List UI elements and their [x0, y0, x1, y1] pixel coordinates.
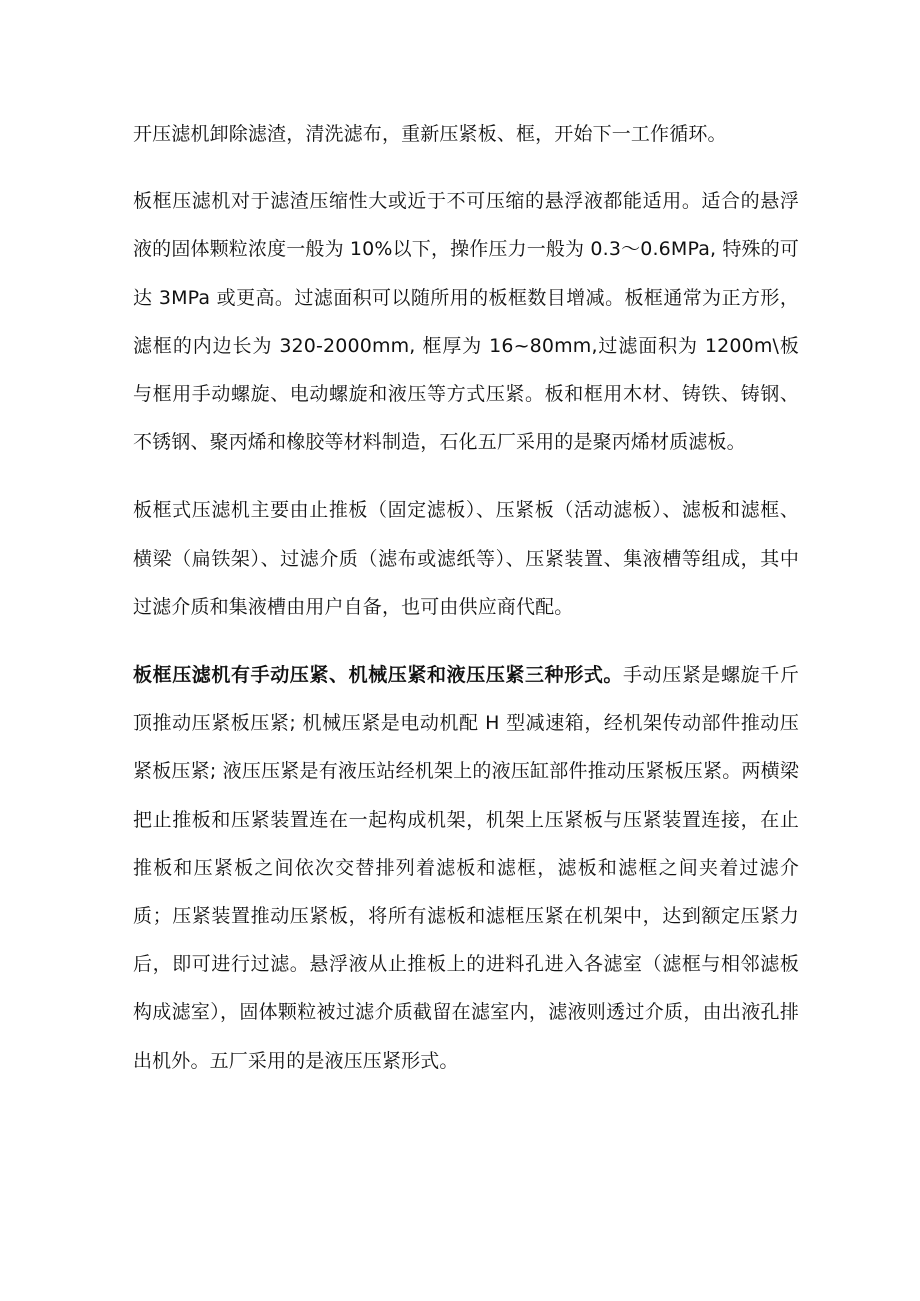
paragraph-2 — [133, 177, 799, 466]
paragraph-2-text: 板框压滤机对于滤渣压缩性大或近于不可压缩的悬浮液都能适用。适合的悬浮液的固体颗粒浓度一般为 10%以下，操作压力一般为 0.3～0.6MPa, 特殊的可达 3MPa 或更高。过滤面积可以随所用的板框数目增减。板框通常为正方形，滤框的内边长为 320-2000mm, 框厚为 16~80mm,过滤面积为 1200m\板与框用手动螺旋、电动螺旋和液压等方式压紧。板和框用木材、铸铁、铸钢、不锈钢、聚丙烯和橡胶等材料制造，石化五厂采用的是聚丙烯材质滤板。 — [133, 190, 799, 454]
document-page — [133, 110, 799, 1085]
paragraph-3-text: 板框式压滤机主要由止推板（固定滤板）、压紧板（活动滤板）、滤板和滤框、横梁（扁铁架）、过滤介质（滤布或滤纸等）、压紧装置、集液槽等组成，其中过滤介质和集液槽由用户自备，也可由供应商代配。 — [133, 499, 799, 618]
paragraph-1 — [133, 110, 799, 158]
paragraph-3 — [133, 486, 799, 631]
paragraph-4 — [133, 651, 799, 1085]
paragraph-4-bold-lead: 板框压滤机有手动压紧、机械压紧和液压压紧三种形式。 — [133, 664, 624, 687]
paragraph-4-text: 手动压紧是螺旋千斤顶推动压紧板压紧; 机械压紧是电动机配 H 型减速箱，经机架传动部件推动压紧板压紧; 液压压紧是有液压站经机架上的液压缸部件推动压紧板压紧。两横梁把止推板和压紧装置连在一起构成机架，机架上压紧板与压紧装置连接，在止推板和压紧板之间依次交替排列着滤板和滤框，滤板和滤框之间夹着过滤介质；压紧装置推动压紧板，将所有滤板和滤框压紧在机架中，达到额定压紧力后，即可进行过滤。悬浮液从止推板上的进料孔进入各滤室（滤框与相邻滤板构成滤室），固体颗粒被过滤介质截留在滤室内，滤液则透过介质，由出液孔排出机外。五厂采用的是液压压紧形式。 — [133, 664, 799, 1072]
paragraph-1-text: 开压滤机卸除滤渣，清洗滤布，重新压紧板、框，开始下一工作循环。 — [133, 123, 727, 145]
